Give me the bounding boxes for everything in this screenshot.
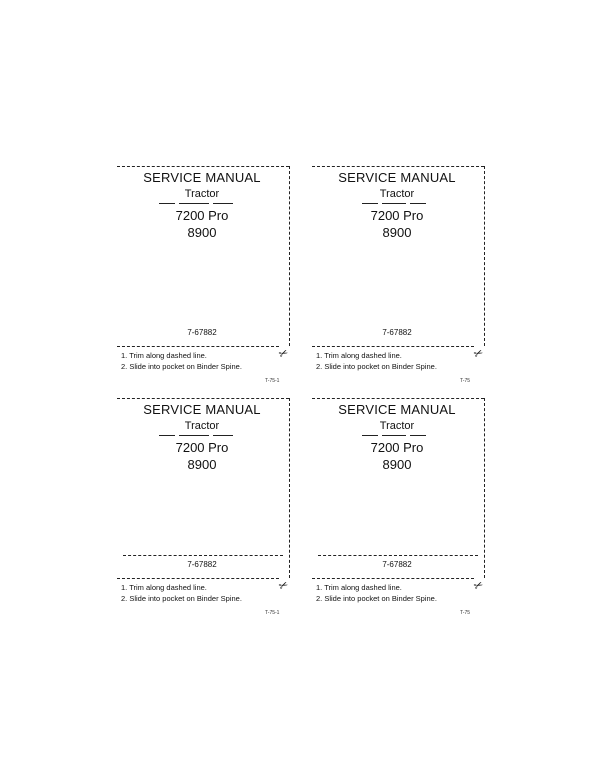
rule-segment <box>159 435 175 436</box>
label-model-number: 8900 <box>187 457 217 472</box>
rule-segment <box>382 435 406 436</box>
label-model: 7200 Pro <box>370 208 424 223</box>
trim-line-top <box>117 398 289 399</box>
label-code: T-75 <box>460 378 471 384</box>
label-instructions <box>121 582 281 604</box>
rule-segment <box>179 203 209 204</box>
trim-line-bottom <box>312 346 474 347</box>
trim-line-bottom <box>117 346 279 347</box>
label-code: T-75-1 <box>265 378 280 384</box>
trim-line-top <box>312 398 484 399</box>
spine-label-1 <box>117 166 292 398</box>
instruction-step-2: 2. Slide into pocket on Binder Spine. <box>121 362 242 371</box>
label-instructions <box>316 582 476 604</box>
label-part-number: 7-67882 <box>187 328 217 337</box>
label-title: SERVICE MANUAL <box>338 170 456 185</box>
trim-line-right <box>289 166 290 346</box>
rule-segment <box>410 203 426 204</box>
trim-line-bottom <box>117 578 279 579</box>
label-code: T-75-1 <box>265 610 280 616</box>
scissors-icon: ✂ <box>472 578 486 594</box>
scissors-icon: ✂ <box>277 578 291 594</box>
instruction-step-1: 1. Trim along dashed line. <box>121 351 207 360</box>
rule-segment <box>362 203 378 204</box>
scissors-icon: ✂ <box>277 346 291 362</box>
trim-line-right <box>289 398 290 578</box>
rule-segment <box>362 435 378 436</box>
label-model: 7200 Pro <box>370 440 424 455</box>
scissors-icon: ✂ <box>472 346 486 362</box>
label-model-number: 8900 <box>187 225 217 240</box>
instruction-step-1: 1. Trim along dashed line. <box>316 583 402 592</box>
label-subject: Tractor <box>184 420 220 432</box>
label-model: 7200 Pro <box>175 440 229 455</box>
label-model-number: 8900 <box>382 457 412 472</box>
instruction-step-1: 1. Trim along dashed line. <box>316 351 402 360</box>
label-subject: Tractor <box>379 420 415 432</box>
label-title: SERVICE MANUAL <box>143 170 261 185</box>
rule-segment <box>382 203 406 204</box>
label-instructions <box>121 350 281 372</box>
trim-line-bottom <box>312 578 474 579</box>
rule-segment <box>213 435 233 436</box>
trim-line-top <box>117 166 289 167</box>
label-part-number: 7-67882 <box>382 560 412 569</box>
spine-label-2 <box>312 166 487 398</box>
label-model: 7200 Pro <box>175 208 229 223</box>
instruction-step-2: 2. Slide into pocket on Binder Spine. <box>316 594 437 603</box>
trim-line-top <box>312 166 484 167</box>
trim-line-inner <box>318 555 478 556</box>
label-title: SERVICE MANUAL <box>143 402 261 417</box>
label-code: T-75 <box>460 610 471 616</box>
label-part-number: 7-67882 <box>187 560 217 569</box>
label-title: SERVICE MANUAL <box>338 402 456 417</box>
instruction-step-2: 2. Slide into pocket on Binder Spine. <box>121 594 242 603</box>
rule-segment <box>159 203 175 204</box>
trim-line-right <box>484 398 485 578</box>
trim-line-inner <box>123 555 283 556</box>
rule-segment <box>213 203 233 204</box>
label-subject: Tractor <box>184 188 220 200</box>
label-subject: Tractor <box>379 188 415 200</box>
rule-segment <box>410 435 426 436</box>
label-instructions <box>316 350 476 372</box>
spine-label-3 <box>117 398 292 630</box>
label-model-number: 8900 <box>382 225 412 240</box>
instruction-step-1: 1. Trim along dashed line. <box>121 583 207 592</box>
trim-line-right <box>484 166 485 346</box>
spine-label-4 <box>312 398 487 630</box>
label-part-number: 7-67882 <box>382 328 412 337</box>
rule-segment <box>179 435 209 436</box>
instruction-step-2: 2. Slide into pocket on Binder Spine. <box>316 362 437 371</box>
